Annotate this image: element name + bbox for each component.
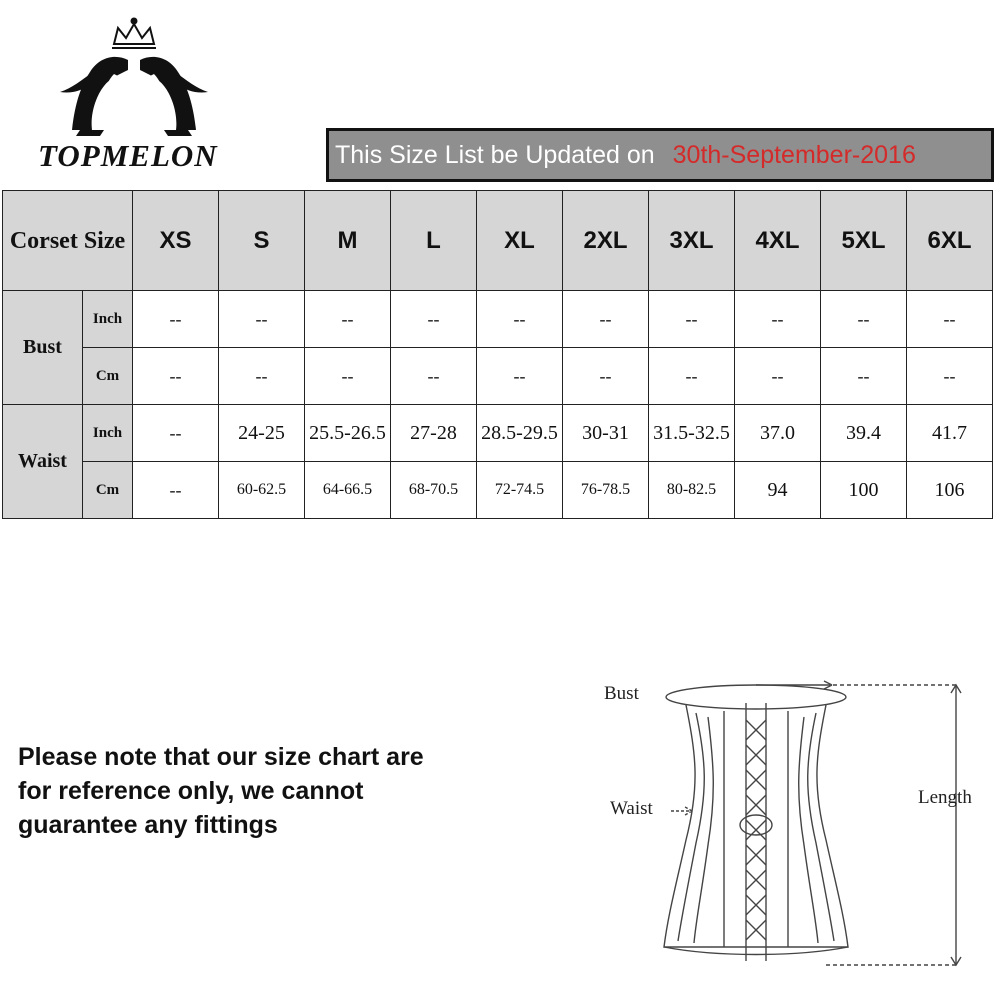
unit-inch-label: Inch: [83, 405, 133, 462]
table-cell: --: [477, 291, 563, 348]
table-cell: --: [391, 291, 477, 348]
size-header: XL: [477, 191, 563, 291]
size-header: 5XL: [821, 191, 907, 291]
table-cell: --: [305, 348, 391, 405]
table-cell: --: [563, 291, 649, 348]
table-cell: 76-78.5: [563, 462, 649, 519]
bust-label: Bust: [3, 291, 83, 405]
table-cell: 31.5-32.5: [649, 405, 735, 462]
table-cell: --: [649, 291, 735, 348]
table-cell: --: [219, 348, 305, 405]
table-cell: --: [735, 348, 821, 405]
waist-inch-row: [3, 405, 993, 462]
bust-cm-row: [3, 348, 993, 405]
crown-penguins-logo-icon: [30, 14, 240, 144]
size-chart-table: [2, 190, 993, 519]
table-cell: 28.5-29.5: [477, 405, 563, 462]
table-cell: 24-25: [219, 405, 305, 462]
table-cell: 72-74.5: [477, 462, 563, 519]
unit-cm-label: Cm: [83, 462, 133, 519]
table-cell: --: [907, 291, 993, 348]
table-cell: --: [563, 348, 649, 405]
corset-outline-icon: [596, 665, 996, 995]
size-header: 4XL: [735, 191, 821, 291]
bust-inch-row: [3, 291, 993, 348]
table-cell: 25.5-26.5: [305, 405, 391, 462]
table-cell: 80-82.5: [649, 462, 735, 519]
update-date: 30th-September-2016: [672, 140, 916, 169]
size-header: 2XL: [563, 191, 649, 291]
table-cell: 30-31: [563, 405, 649, 462]
table-cell: 39.4: [821, 405, 907, 462]
waist-cm-row: [3, 462, 993, 519]
table-cell: 106: [907, 462, 993, 519]
table-cell: --: [219, 291, 305, 348]
update-text: This Size List be Updated on: [335, 140, 655, 169]
table-cell: 37.0: [735, 405, 821, 462]
table-cell: 60-62.5: [219, 462, 305, 519]
length-diagram-label: Length: [918, 787, 972, 808]
table-cell: --: [133, 462, 219, 519]
table-cell: --: [821, 291, 907, 348]
bust-diagram-label: Bust: [604, 683, 639, 704]
table-cell: --: [735, 291, 821, 348]
size-header: XS: [133, 191, 219, 291]
table-cell: 100: [821, 462, 907, 519]
table-cell: --: [477, 348, 563, 405]
table-cell: --: [649, 348, 735, 405]
size-header: S: [219, 191, 305, 291]
waist-diagram-label: Waist: [610, 798, 653, 819]
disclaimer-note: Please note that our size chart are for reference only, we cannot guarantee any fittings: [18, 743, 424, 839]
table-cell: 41.7: [907, 405, 993, 462]
size-header: M: [305, 191, 391, 291]
table-cell: 64-66.5: [305, 462, 391, 519]
size-header: 6XL: [907, 191, 993, 291]
corset-size-header: Corset Size: [3, 191, 133, 291]
table-cell: --: [821, 348, 907, 405]
unit-inch-label: Inch: [83, 291, 133, 348]
table-cell: --: [907, 348, 993, 405]
unit-cm-label: Cm: [83, 348, 133, 405]
waist-label: Waist: [3, 405, 83, 519]
size-header: L: [391, 191, 477, 291]
table-cell: --: [133, 348, 219, 405]
update-banner: [326, 128, 994, 182]
corset-measurement-diagram: [596, 665, 996, 995]
table-cell: --: [305, 291, 391, 348]
table-cell: --: [391, 348, 477, 405]
table-cell: 94: [735, 462, 821, 519]
size-header: 3XL: [649, 191, 735, 291]
table-cell: --: [133, 405, 219, 462]
table-cell: --: [133, 291, 219, 348]
table-cell: 27-28: [391, 405, 477, 462]
table-cell: 68-70.5: [391, 462, 477, 519]
size-header-row: [3, 191, 993, 291]
brand-name: TOPMELON: [38, 138, 218, 173]
